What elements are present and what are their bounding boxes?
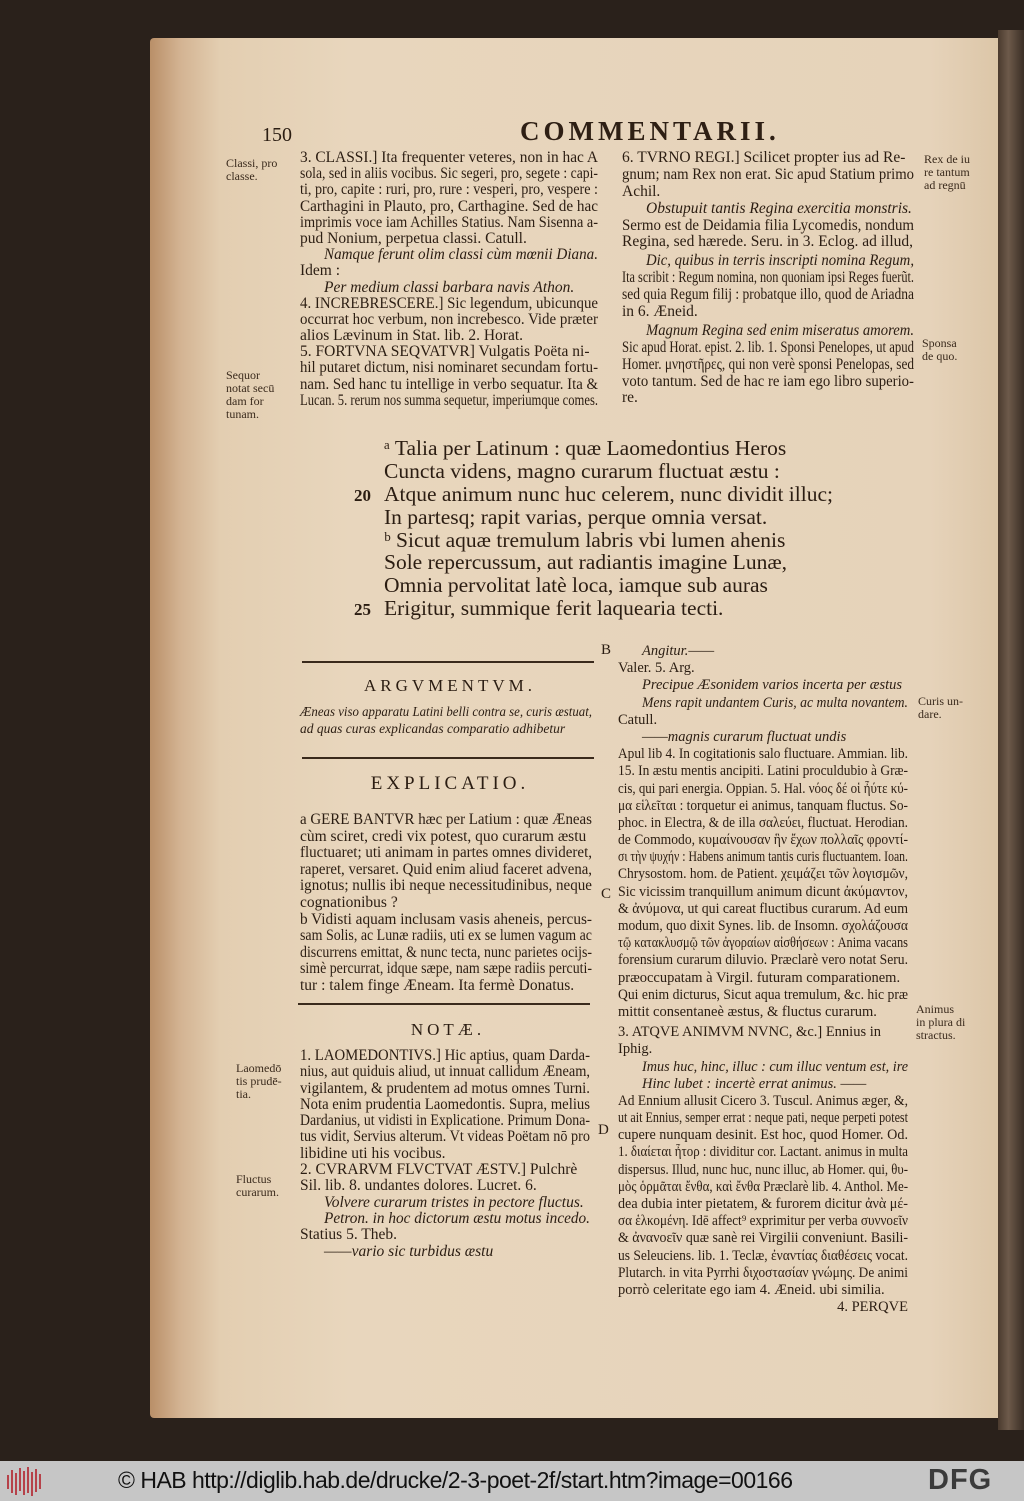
margin-note: Curis un- dare.	[918, 694, 963, 721]
text-line: 3. ATQVE ANIMVM NVNC, &c.] Ennius in	[618, 1024, 882, 1041]
text-line: libidine uti his vocibus.	[300, 1144, 446, 1162]
text-line: præoccupatam à Virgil. futuram comparationem.	[618, 969, 901, 986]
text-line: Sermo est de Deidamia filia Lycomedis, nondum	[622, 216, 915, 234]
text-line: Valer. 5. Arg.	[618, 660, 695, 677]
text-line: raperet, versaret. Quid enim aliud faceret advena,	[300, 860, 592, 878]
text-line: discurrens emittat, & nunc tecta, nunc parietes ocijs-	[300, 943, 593, 961]
text-line: Magnum Regina sed enim miseratus amorem.	[646, 321, 914, 339]
text-line: imprimis voce iam Achilles Statius. Nam Sisenna a-	[300, 213, 599, 231]
text-line: sed quia Regum filij : probatque illo, quod de Ariadna	[622, 286, 914, 304]
text-line: gnum; nam Rex non erat. Sic apud Statium primo	[622, 165, 914, 183]
text-line: σα ἑλκομένη. Idē affect⁹ exprimitur per verba συννοεῖν	[618, 1213, 909, 1230]
text-line: Lucan. 5. rerum nos summa sequetur, imperiumque comes.	[300, 391, 599, 409]
text-line: Ad Ennium allusit Cicero 3. Tuscul. Animus æger, &,	[618, 1092, 908, 1109]
margin-note: Rex de iu re tantum ad regnū	[924, 152, 970, 192]
text-line: fluctuaret; uti animam in partes omnes divideret,	[300, 844, 592, 862]
text-line: tur : talem finge Æneam. Ita fermè Donatus.	[300, 976, 575, 994]
poem-verses	[384, 437, 833, 620]
text-line: Obstupuit tantis Regina exercitia monstris.	[646, 199, 912, 217]
text-line: modum, quo dixit Synes. lib. de Insomn. σχολάζουσα	[618, 918, 908, 934]
text-line: ut ait Ennius, semper errat : neque pati, neque perpeti potest	[618, 1110, 909, 1127]
text-line: ad quas curas explicandas comparatio adhibetur	[300, 721, 566, 736]
text-line: voto tantum. Sed de hac re iam ego libro superio-	[622, 372, 914, 390]
text-line: Achil.	[622, 182, 661, 200]
text-line: sam Solis, ac Lunæ radiis, uti ex se lumen vagum ac	[300, 927, 592, 945]
text-line: Qui enim dicturus, Sicut aqua tremulum, &c. hic præ	[618, 986, 908, 1003]
text-line: cis, qui pari energia. Oppian. 5. Hal. νόος δέ οἱ ἦύτε κύ-	[618, 780, 908, 797]
text-line: vigilantem, & prudentem ad motus omnes Turni.	[300, 1079, 591, 1097]
footer-bar	[0, 1461, 1024, 1501]
text-line: a GERE BANTVR hæc per Latium : quæ Æneas	[300, 811, 592, 828]
section-letter: B	[601, 642, 612, 658]
argumentum-text	[300, 703, 592, 737]
text-line: Dic, quibus in terris inscripti nomina Regum,	[646, 252, 915, 270]
column-top-right	[622, 150, 914, 407]
margin-note: Sequor notat secū dam for tunam.	[226, 368, 275, 421]
text-line: Statius 5. Theb.	[300, 1226, 398, 1244]
margin-note: Fluctus curarum.	[236, 1172, 279, 1199]
text-line: occurrat hoc verbum, non increbesco. Vide præter	[300, 310, 598, 328]
text-line: Homer. μνηστῆρες, qui non verè sponsi Penelopas, sed	[622, 355, 915, 373]
section-letter: D	[598, 1122, 609, 1138]
source-link[interactable]: © HAB http://diglib.hab.de/drucke/2-3-poet-2f/start.htm?image=00166	[118, 1467, 793, 1493]
text-line: Mens rapit undantem Curis, ac multa novantem.	[642, 694, 909, 711]
next-page-edge	[998, 30, 1024, 1430]
explicatio-title: EXPLICATIO.	[370, 773, 530, 794]
text-line: 4. INCREBRESCERE.] Sic legendum, ubicunque	[300, 294, 599, 312]
text-line: Hinc lubet : incertè errat animus. ——	[642, 1075, 867, 1092]
text-line: nius, aut quiduis aliud, ut innuat callidum Æneam,	[300, 1063, 591, 1081]
text-line: Iphig.	[618, 1041, 653, 1058]
text-line: Petron. in hoc dictorum æstu motus incedo.	[324, 1209, 590, 1227]
text-line: Ita scribit : Regum nomina, non quoniam ipsi Reges fuerũt.	[622, 269, 914, 287]
text-line: hil putaret dictum, nisi nominaret secundam fortu-	[300, 359, 599, 377]
text-line: Plutarch. in vita Pyrrhi διχοστασίαν γνώμης. De animi	[618, 1264, 908, 1281]
page-number: 150	[262, 124, 292, 146]
notae-title: NOTÆ.	[410, 1020, 486, 1039]
text-line: Æneas viso apparatu Latini belli contra se, curis æstuat,	[300, 704, 593, 719]
text-line: Sic vicissim tranquillum animum dicunt ἀκύμαντον,	[618, 883, 908, 900]
text-line: 1. διαίεται ἦτορ : dividitur cor. Lactant. animus in multa	[618, 1144, 909, 1161]
running-title: COMMENTARII.	[520, 116, 780, 146]
text-line: Sic apud Horat. epist. 2. lib. 1. Sponsi Penelopes, ut apud	[622, 338, 914, 356]
text-line: Per medium classi barbara navis Athon.	[324, 278, 575, 296]
text-line: Catull.	[618, 711, 658, 728]
text-line: Erigitur, summique ferit laquearia tecti.	[384, 596, 724, 621]
hab-logo-icon	[4, 1465, 46, 1497]
dfg-logo: DFG	[928, 1464, 993, 1496]
text-line: & ἀνανοεῖν quæ sanè rei Virgilii conveniunt. Basili-	[618, 1230, 908, 1247]
text-line: porrò celeritate ego iam 4. Æneid. ubi similia.	[618, 1281, 885, 1298]
divider-rule	[298, 1003, 590, 1005]
text-line: alios Lævinum in Stat. lib. 2. Horat.	[300, 327, 524, 345]
text-line: Carthagini in Plauto, pro, Carthagine. Sed de hac	[300, 197, 599, 215]
text-line: ignotus; nullis ibi neque necessitudinibus, neque	[300, 877, 592, 895]
text-line: mittit consentaneè æstus, & fluctus curarum.	[618, 1003, 877, 1020]
text-line: τῷ κατακλυσμῷ τῶν ἀγοραίων αἰσθήσεων : Anima vacans	[618, 935, 908, 952]
text-line: ᵃ Talia per Latinum : quæ Laomedontius Heros	[384, 436, 787, 460]
text-line: Idem :	[300, 262, 341, 280]
text-line: cupere nunquam desinit. Est hoc, quod Homer. Od.	[618, 1127, 909, 1144]
text-line: Angitur.——	[642, 643, 715, 659]
text-line: 3. CLASSI.] Ita frequenter veteres, non in hac A	[300, 149, 599, 166]
text-line: sola, sed in aliis vocibus. Sic segeri, pro, segete : capi-	[300, 165, 598, 183]
text-line: ——magnis curarum fluctuat undis	[642, 728, 847, 745]
text-line: re.	[622, 389, 638, 407]
section-letter: C	[601, 886, 612, 902]
notae-text	[300, 1048, 590, 1260]
text-line: In partesq; rapit varias, perque omnia versat.	[384, 504, 768, 529]
text-line: Dardanius, ut vidisti in Explicatione. Primum Dona-	[300, 1112, 590, 1130]
column-bottom-right	[618, 643, 908, 1316]
text-line: Regina, sed hærede. Seru. in 3. Eclog. ad illud,	[622, 233, 913, 251]
margin-note: Animus in plura di stractus.	[916, 1002, 966, 1042]
text-line: Sil. lib. 8. undantes dolores. Lucret. 6.	[300, 1177, 537, 1195]
text-line: Sole repercussum, aut radiantis imagine Lunæ,	[384, 550, 788, 575]
text-line: nam. Sed hanc tu intellige in verbo sequatur. Ita &	[300, 375, 599, 393]
text-line: Imus huc, hinc, illuc : cum illuc ventum est, ire	[642, 1058, 908, 1075]
column-top-left	[300, 150, 598, 409]
text-line: ——vario sic turbidus æstu	[324, 1242, 494, 1260]
text-line: μὸς ὁρμᾶται ἔνθα, καὶ ἔνθα Præclarè lib. 4. Anthol. Me-	[618, 1178, 909, 1195]
text-line: 2. CVRARVM FLVCTVAT ÆSTV.] Pulchrè	[300, 1161, 578, 1179]
text-line: cognationibus ?	[300, 893, 398, 911]
text-line: cùm sciret, credi vix potest, quo curarum æstu	[300, 827, 587, 845]
text-line: μα εἱλεῖται : torquetur ei animus, tanquam fluctus. So-	[618, 797, 908, 814]
text-line: 5. FORTVNA SEQVATVR] Vulgatis Poëta ni-	[300, 343, 590, 361]
text-line: dea dubia inter pietatem, & furorem dicitur ἀνὰ μέ-	[618, 1196, 908, 1212]
divider-rule	[302, 661, 594, 663]
divider-rule	[302, 757, 594, 759]
text-line: ti, pro, capite : ruri, pro, rure : vesperi, pro, vespere :	[300, 181, 599, 199]
text-line: Omnia pervolitat latè loca, iamque sub auras	[384, 573, 768, 598]
text-line: Cuncta videns, magno curarum fluctuat æstu :	[384, 458, 780, 483]
text-line: 15. In æstu mentis ancipiti. Latini proculdubio à Græ-	[618, 763, 909, 780]
text-line: us Seleuciens. lib. 1. Teclæ, ἐναντίας διαθέσεις vocat.	[618, 1247, 909, 1264]
verse-number: 20	[354, 486, 371, 505]
text-line: phoc. in Electra, & de illa σαλεύει, fluctuat. Herodian.	[618, 814, 908, 831]
text-line: de Commodo, κυμαίνουσαν ἣν ἔχων πολλαῖς φροντί-	[618, 832, 908, 849]
margin-note: Sponsa de quo.	[922, 336, 958, 363]
text-line: Nota enim prudentia Laomedontis. Supra, melius	[300, 1095, 591, 1113]
text-line: σι τὴν ψυχήν : Habens animum tantis curis fluctuantem. Ioan.	[618, 849, 908, 866]
text-line: forensium curarum diluvio. Præclarè vero notat Seru.	[618, 952, 908, 969]
text-line: 4. PERQVE	[837, 1299, 908, 1316]
argumentum-title: ARGVMENTVM.	[364, 676, 536, 695]
margin-note: Laomedō tis prudē- tia.	[236, 1061, 282, 1101]
text-line: Namque ferunt olim classi cùm mœnii Diana.	[324, 246, 598, 264]
text-line: Precipue Æsonidem varios incerta per æstus	[642, 677, 903, 694]
verse-number: 25	[354, 600, 371, 619]
text-line: 1. LAOMEDONTIVS.] Hic aptius, quam Darda-	[300, 1047, 591, 1064]
text-line: Volvere curarum tristes in pectore fluctus.	[324, 1193, 584, 1211]
margin-note: Classi, pro classe.	[226, 156, 278, 183]
text-line: in 6. Æneid.	[622, 303, 698, 321]
text-line: simè percurrat, idque sæpe, nam sæpe radiis percuti-	[300, 960, 592, 978]
text-line: tus vidit, Servius alterum. Vt videas Poëtam nō pro	[300, 1128, 590, 1146]
text-line: & ἀνύμονα, ut qui careat fluctibus curarum. Ad eum	[618, 900, 909, 917]
text-line: Apul lib 4. In cogitationis salo fluctuare. Ammian. lib.	[618, 746, 909, 763]
text-line: pud Nonium, perpetua classi. Catull.	[300, 229, 527, 247]
text-line: b Vidisti aquam inclusam vasis aheneis, percus-	[300, 910, 592, 928]
text-line: Atque animum nunc huc celerem, nunc dividit illuc;	[384, 481, 833, 506]
text-line: dispersus. Illud, nunc huc, nunc illuc, ab Homer. qui, θυ-	[618, 1161, 908, 1178]
text-line: Chrysostom. hom. de Patient. χειμάζει τῶν λογισμῶν,	[618, 866, 909, 883]
explicatio-text	[300, 812, 592, 995]
text-line: 6. TVRNO REGI.] Scilicet propter ius ad Re-	[622, 149, 906, 166]
text-line: ᵇ Sicut aquæ tremulum labris vbi lumen ahenis	[384, 527, 786, 552]
